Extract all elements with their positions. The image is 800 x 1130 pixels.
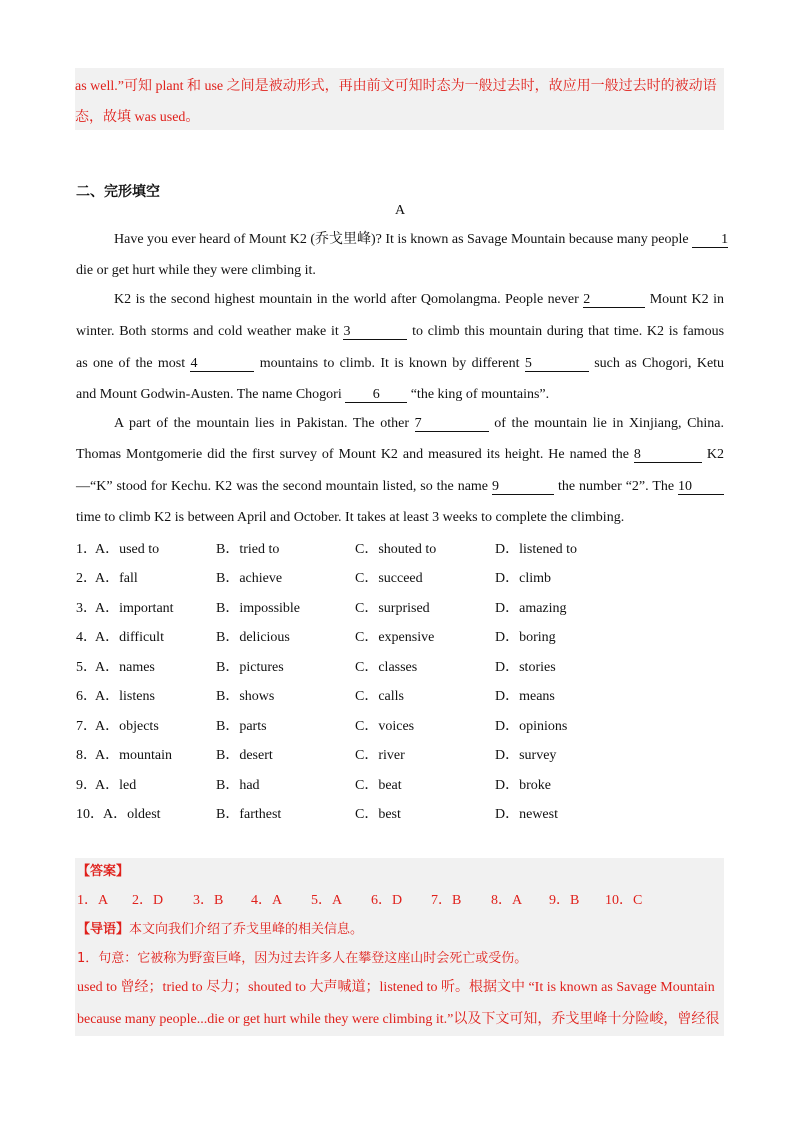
option-a[interactable]: A．difficult	[95, 630, 164, 645]
option-a[interactable]: A．fall	[95, 571, 138, 586]
option-a[interactable]: A．led	[95, 778, 137, 793]
previous-answer-explanation	[75, 68, 724, 130]
answer-key-9: 9．B	[549, 893, 580, 908]
option-b[interactable]: B．impossible	[216, 601, 301, 616]
blank-5: 5	[525, 356, 589, 372]
option-c[interactable]: C．surprised	[355, 601, 430, 616]
answer-key-3: 3．B	[193, 893, 224, 908]
option-c[interactable]: C．beat	[355, 778, 402, 793]
option-c[interactable]: C．shouted to	[355, 542, 437, 557]
question-1-analysis: used to 曾经；tried to 尽力；shouted to 大声喊道；listened to 听。根据文中 “It is known as Savage Mountain	[77, 980, 715, 995]
answer-key-7: 7．B	[431, 893, 462, 908]
intro-text: 本文向我们介绍了乔戈里峰的相关信息。	[129, 922, 364, 937]
passage-text: “the king of mountains”.	[410, 387, 550, 402]
passage-line	[114, 415, 724, 433]
answer-key-8: 8．A	[491, 893, 523, 908]
passage-text: to climb this mountain during that time. K2 is famous	[412, 324, 725, 339]
option-c[interactable]: C．calls	[355, 689, 404, 704]
option-d[interactable]: D．means	[495, 689, 555, 704]
option-a[interactable]: A．important	[95, 601, 174, 616]
question-number: 3．	[76, 601, 97, 616]
question-number: 8．	[76, 748, 97, 763]
option-b[interactable]: B．pictures	[216, 660, 284, 675]
blank-6: 6	[345, 387, 407, 403]
option-b[interactable]: B．parts	[216, 719, 267, 734]
option-c[interactable]: C．best	[355, 807, 401, 822]
passage-text: A part of the mountain lies in Pakistan. The other	[114, 416, 409, 431]
passage-line	[76, 323, 724, 341]
answer-key-4: 4．A	[251, 893, 283, 908]
option-a[interactable]: A．objects	[95, 719, 159, 734]
passage-text: Have you ever heard of Mount K2 (乔戈里峰)? It is known as Savage Mountain because many people	[114, 232, 689, 247]
passage-line	[76, 386, 724, 404]
option-b[interactable]: B．desert	[216, 748, 273, 763]
question-number: 2．	[76, 571, 97, 586]
option-a[interactable]: A．oldest	[103, 807, 161, 822]
question-1-translation: 1．句意：它被称为野蛮巨峰，因为过去许多人在攀登这座山时会死亡或受伤。	[77, 951, 528, 966]
option-d[interactable]: D．stories	[495, 660, 556, 675]
option-a[interactable]: A．names	[95, 660, 155, 675]
option-b[interactable]: B．delicious	[216, 630, 290, 645]
option-b[interactable]: B．achieve	[216, 571, 283, 586]
blank-4: 4	[190, 356, 254, 372]
option-a[interactable]: A．used to	[95, 542, 160, 557]
passage-text: —“K” stood for Kechu. K2 was the second mountain listed, so the name	[76, 479, 489, 494]
answer-heading: 【答案】	[77, 864, 130, 879]
explanation-line: 态，故填 was used。	[75, 110, 200, 125]
option-b[interactable]: B．tried to	[216, 542, 280, 557]
blank-9: 9	[492, 479, 554, 495]
explanation-line: as well.”可知 plant 和 use 之间是被动形式，再由前文可知时态为一般过去时，故应用一般过去时的被动语	[75, 79, 717, 94]
answer-key-1: 1．A	[77, 893, 109, 908]
option-d[interactable]: D．listened to	[495, 542, 578, 557]
passage-text: winter. Both storms and cold weather make it	[76, 324, 339, 339]
passage-text: mountains to climb. It is known by different	[259, 356, 520, 371]
passage-text: and Mount Godwin-Austen. The name Chogori	[76, 387, 342, 402]
option-c[interactable]: C．voices	[355, 719, 415, 734]
option-b[interactable]: B．farthest	[216, 807, 282, 822]
question-number: 7．	[76, 719, 97, 734]
option-d[interactable]: D．amazing	[495, 601, 567, 616]
option-b[interactable]: B．had	[216, 778, 260, 793]
intro-heading: 【导语】	[77, 922, 130, 937]
option-a[interactable]: A．listens	[95, 689, 155, 704]
passage-line	[114, 231, 729, 249]
answer-key-5: 5．A	[311, 893, 343, 908]
passage-line	[76, 446, 724, 464]
blank-10: 10	[678, 479, 724, 495]
option-d[interactable]: D．broke	[495, 778, 551, 793]
passage-line	[76, 478, 724, 496]
question-number: 1．	[76, 542, 97, 557]
option-b[interactable]: B．shows	[216, 689, 275, 704]
option-d[interactable]: D．boring	[495, 630, 556, 645]
option-c[interactable]: C．river	[355, 748, 405, 763]
answer-key-10: 10．C	[605, 893, 643, 908]
answer-key-6: 6．D	[371, 893, 403, 908]
passage-text: of the mountain lie in Xinjiang, China.	[494, 416, 725, 431]
passage-text: Thomas Montgomerie did the first survey of Mount K2 and measured its height. He named the	[76, 447, 629, 462]
option-c[interactable]: C．expensive	[355, 630, 435, 645]
passage-text: Mount K2 in	[649, 292, 725, 307]
question-number: 4．	[76, 630, 97, 645]
option-a[interactable]: A．mountain	[95, 748, 172, 763]
passage-text: the number “2”. The	[557, 479, 675, 494]
passage-text: K2	[706, 447, 725, 462]
passage-text: K2 is the second highest mountain in the world after Qomolangma. People never	[114, 292, 579, 307]
question-number: 6．	[76, 689, 97, 704]
blank-3: 3	[343, 324, 407, 340]
question-number: 5．	[76, 660, 97, 675]
option-c[interactable]: C．succeed	[355, 571, 423, 586]
blank-8: 8	[634, 447, 702, 463]
question-number: 10．	[76, 807, 104, 822]
passage-text: as one of the most	[76, 356, 186, 371]
option-d[interactable]: D．survey	[495, 748, 557, 763]
question-number: 9．	[76, 778, 97, 793]
section-title: 二、完形填空	[76, 184, 160, 200]
passage-line	[114, 291, 724, 309]
passage-label: A	[394, 203, 406, 218]
question-1-analysis: because many people...die or get hurt while they were climbing it.”以及下文可知，乔戈里峰十分险峻，曾经很	[77, 1012, 720, 1027]
option-c[interactable]: C．classes	[355, 660, 418, 675]
passage-line: die or get hurt while they were climbing it.	[76, 263, 316, 278]
option-d[interactable]: D．newest	[495, 807, 558, 822]
passage-line: time to climb K2 is between April and October. It takes at least 3 weeks to complete the climbing.	[76, 510, 625, 525]
option-d[interactable]: D．opinions	[495, 719, 568, 734]
answer-explanation-box	[75, 858, 724, 1036]
passage-line	[76, 355, 724, 373]
answer-key-2: 2．D	[132, 893, 164, 908]
intro-line	[77, 920, 363, 940]
option-d[interactable]: D．climb	[495, 571, 551, 586]
blank-1: 1	[692, 232, 728, 248]
passage-text: such as Chogori, Ketu	[594, 356, 725, 371]
blank-2: 2	[583, 292, 645, 308]
blank-7: 7	[415, 416, 489, 432]
